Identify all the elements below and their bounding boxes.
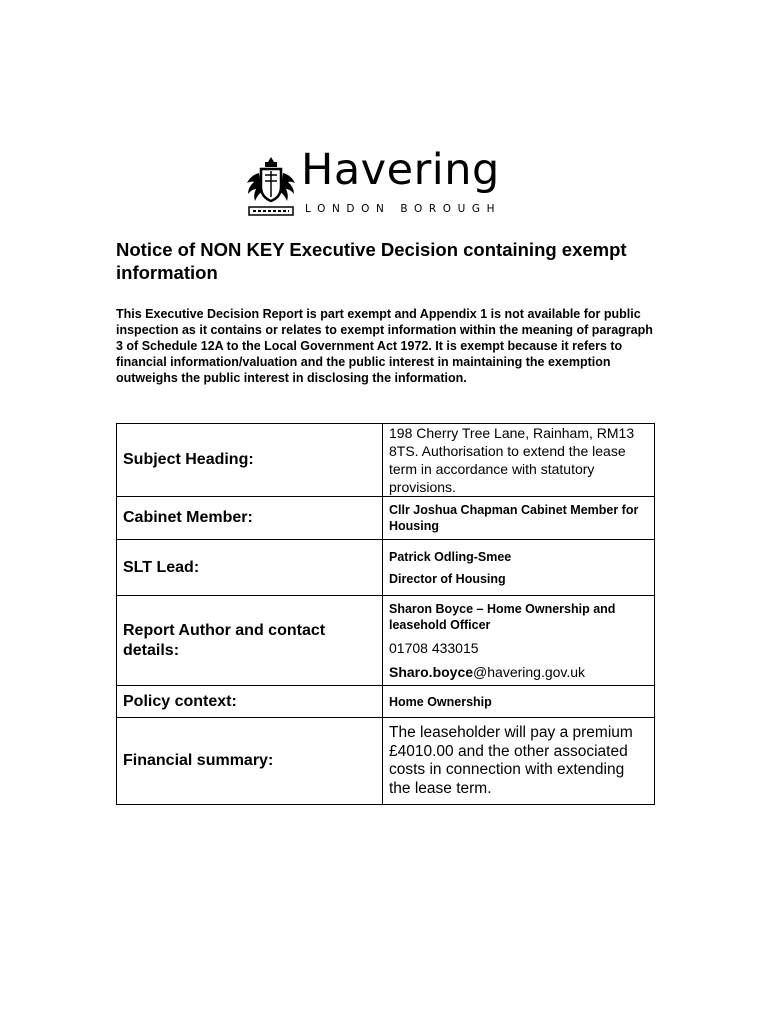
slt-lead-role: Director of Housing — [389, 571, 506, 586]
financial-summary-value — [383, 718, 655, 805]
havering-logo — [243, 145, 533, 219]
email-domain: @havering.gov.uk — [473, 663, 586, 680]
borough-crest-icon — [243, 155, 299, 219]
financial-summary-text: The leaseholder will pay a premium £4010.00 and the other associated costs in connection with extending the lease term. — [389, 724, 633, 797]
table-row — [117, 497, 655, 540]
table-row — [117, 424, 655, 497]
subject-heading-text: 198 Cherry Tree Lane, Rainham, RM13 8TS. Authorisation to extend the lease term in accordance with statutory provisions. — [389, 425, 635, 495]
slt-lead-label: SLT Lead: — [117, 540, 383, 596]
brand-name: Havering — [301, 145, 500, 195]
cabinet-member-label: Cabinet Member: — [117, 497, 383, 540]
report-author-name: Sharon Boyce – Home Ownership and leasehold Officer — [389, 601, 616, 632]
cabinet-member-text: Cllr Joshua Chapman Cabinet Member for Housing — [389, 503, 639, 533]
report-author-email[interactable] — [389, 663, 648, 681]
table-row — [117, 718, 655, 805]
decision-summary-table — [116, 423, 655, 805]
report-author-value — [383, 596, 655, 686]
table-row — [117, 540, 655, 596]
slt-lead-name: Patrick Odling-Smee — [389, 549, 512, 564]
table-row — [117, 686, 655, 718]
policy-context-label: Policy context: — [117, 686, 383, 718]
table-row — [117, 596, 655, 686]
slt-lead-value — [383, 540, 655, 596]
email-user: Sharo.boyce — [389, 663, 474, 680]
policy-context-text: Home Ownership — [389, 694, 492, 709]
document-title: Notice of NON KEY Executive Decision containing exempt information — [116, 239, 627, 283]
subject-heading-label: Subject Heading: — [117, 424, 383, 497]
report-author-label: Report Author and contact details: — [117, 596, 383, 686]
policy-context-value — [383, 686, 655, 718]
exemption-notice: This Executive Decision Report is part exempt and Appendix 1 is not available for public inspection as it contains or relates to exempt information within the meaning of paragraph 3 of Schedule 12A to the Local Government Act 1972. It is exempt because it refers to financial information/valuation and the public interest in maintaining the exemption outweighs the public interest in disclosing the information. — [116, 307, 653, 385]
brand-subtitle: LONDON BOROUGH — [305, 203, 502, 215]
financial-summary-label: Financial summary: — [117, 718, 383, 805]
cabinet-member-value — [383, 497, 655, 540]
report-author-phone: 01708 433015 — [389, 639, 479, 656]
subject-heading-value — [383, 424, 655, 497]
